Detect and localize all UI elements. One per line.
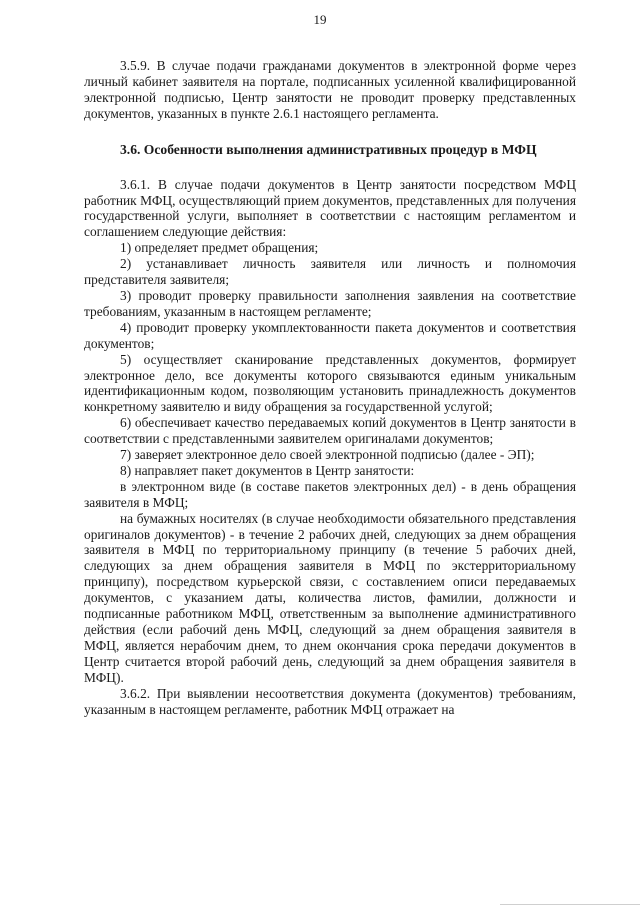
list-item-1: 1) определяет предмет обращения;	[120, 240, 319, 256]
electronic-delivery: в электронном виде (в составе пакетов электронных дел) - в день обращения заявителя в МФЦ;	[84, 478, 576, 510]
page-number: 19	[313, 12, 327, 27]
paragraph-3-6-1: 3.6.1. В случае подачи документов в Центр занятости посредством МФЦ работник МФЦ, осуществляющий прием документов, представленных для получения государственной услуги, выполняет в соответствии с настоящим регламентом и соглашением следующие действия:	[84, 176, 576, 240]
paragraph-3-5-9: 3.5.9. В случае подачи гражданами документов в электронной форме через личный кабинет заявителя на портале, подписанных усиленной квалифицированной электронной подписью, Центр занятости не проводит проверку представленных документов, указанных в пункте 2.6.1 настоящего регламента.	[84, 58, 576, 121]
paper-delivery: на бумажных носителях (в случае необходимости обязательного представления оригиналов документов) - в течение 2 рабочих дней, следующих за днем обращения заявителя в МФЦ по территориальному принципу (в течение 5 рабочих дней, следующих за днем обращения заявителя в МФЦ по экстерриториальному принципу), посредством курьерской связи, с составлением описи передаваемых документов, с указанием даты, количества листов, фамилии, должности и подписанные работником МФЦ, ответственным за выполнение административного действия (если рабочий день МФЦ, следующий за днем обращения заявителя в МФЦ, является нерабочим днем, то днем окончания срока передачи документов в Центр считается второй рабочий день, следующий за днем обращения заявителя в МФЦ).	[84, 510, 576, 685]
list-item-6: 6) обеспечивает качество передаваемых копий документов в Центр занятости в соответствии с представленными заявителем оригиналами документов;	[84, 415, 576, 447]
section-heading: 3.6. Особенности выполнения административных процедур в МФЦ	[120, 141, 537, 157]
list-item-5: 5) осуществляет сканирование представленных документов, формирует электронное дело, все документы которого связываются единым уникальным идентификационным кодом, позволяющим установить принадлежность документов конкретному заявителю и виду обращения за государственной услугой;	[84, 351, 576, 415]
paragraph-3-6-2: 3.6.2. При выявлении несоответствия документа (документов) требованиям, указанным в настоящем регламенте, работник МФЦ отражает на	[84, 685, 576, 717]
document-body	[84, 58, 576, 717]
list-item-3: 3) проводит проверку правильности заполнения заявления на соответствие требованиям, указанным в настоящем регламенте;	[84, 287, 576, 319]
list-item-7: 7) заверяет электронное дело своей электронной подписью (далее - ЭП);	[120, 447, 535, 463]
list-item-4: 4) проводит проверку укомплектованности пакета документов и соответствия документов;	[84, 319, 576, 351]
list-item-2: 2) устанавливает личность заявителя или личность и полномочия представителя заявителя;	[84, 256, 576, 288]
list-item-8: 8) направляет пакет документов в Центр занятости:	[120, 462, 415, 478]
